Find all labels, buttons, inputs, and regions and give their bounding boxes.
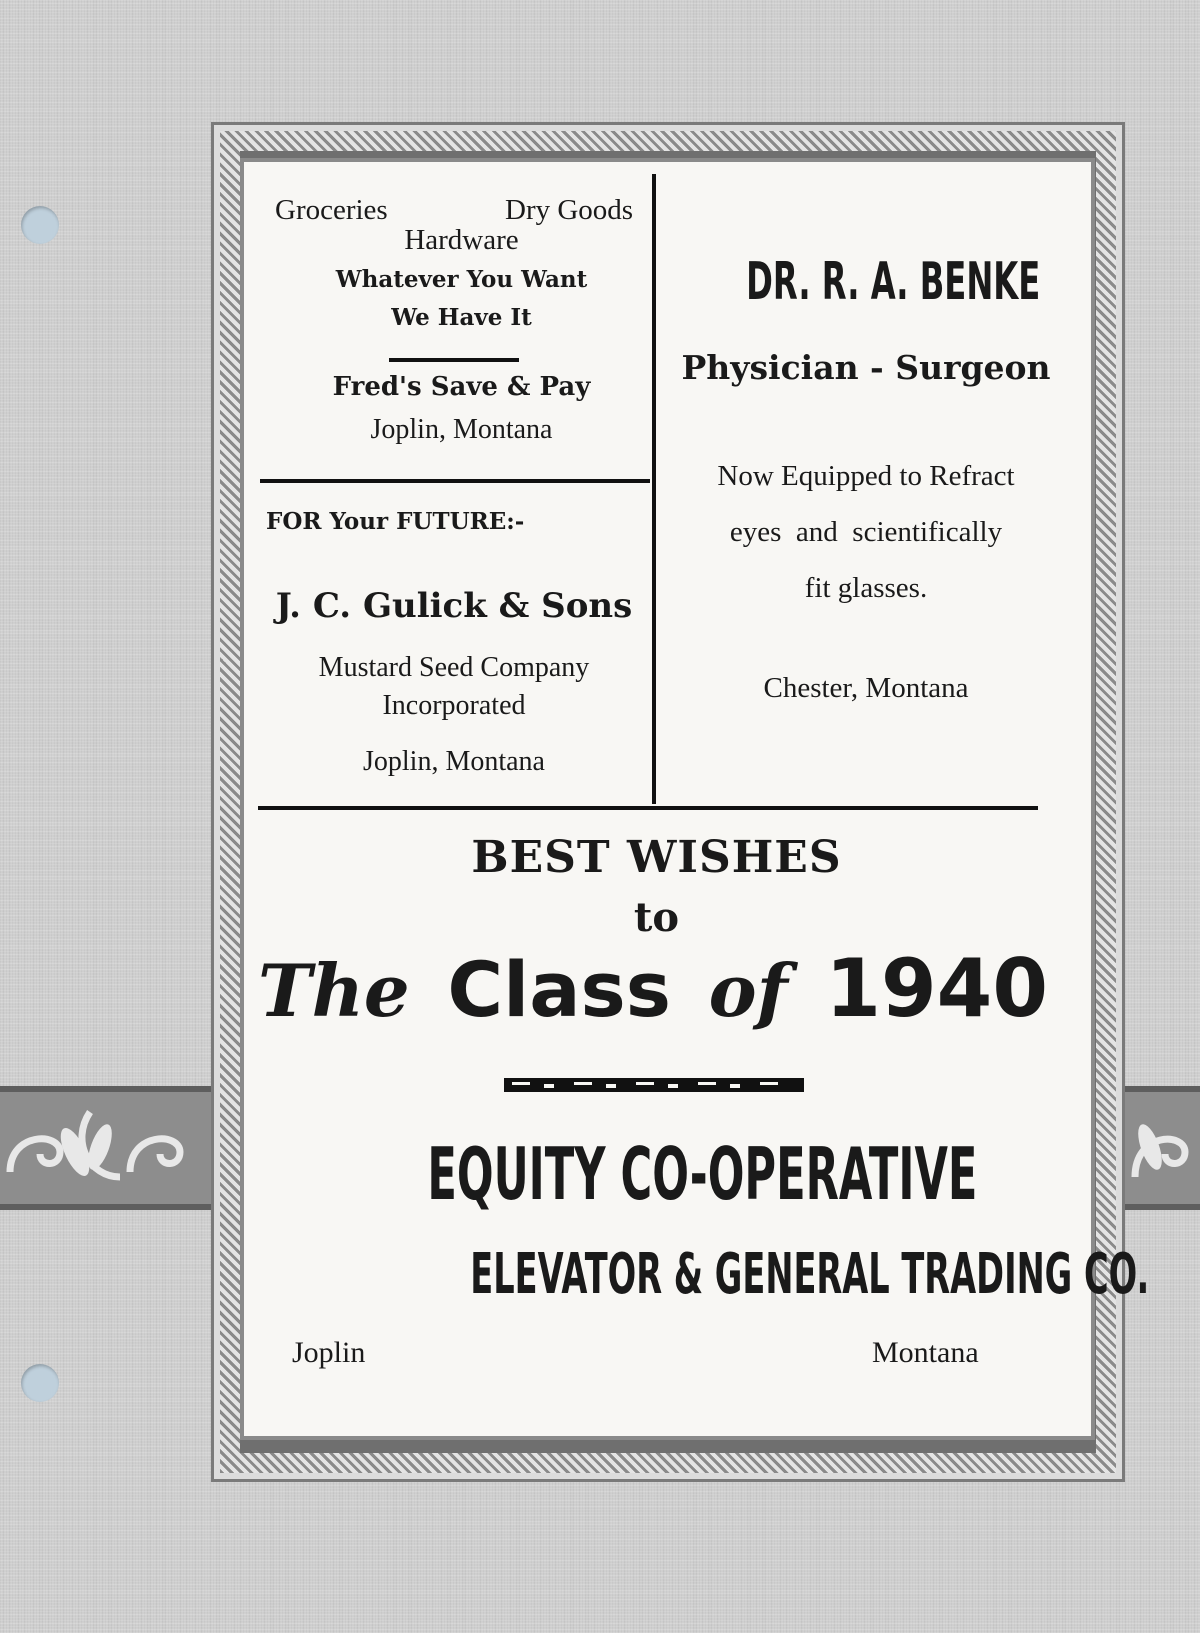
equity-subname	[244, 1242, 1150, 1312]
short-divider	[389, 358, 519, 362]
class-heading-of: of	[708, 948, 788, 1033]
store-location: Joplin, Montana	[370, 414, 553, 445]
class-heading	[258, 942, 1048, 1052]
horizontal-divider-left	[260, 479, 650, 483]
dry-goods-label: Dry Goods	[505, 194, 634, 226]
equity-subname-text: ELEVATOR & GENERAL TRADING CO.	[470, 1242, 1150, 1307]
class-heading-class: Class	[447, 945, 671, 1034]
binder-hole-top	[21, 206, 59, 244]
equity-city: Joplin	[292, 1336, 366, 1369]
class-heading-year: 1940	[825, 942, 1048, 1035]
best-wishes: BEST WISHES	[471, 832, 842, 883]
slogan-line-1: Whatever You Want	[335, 266, 588, 293]
best-wishes-to: to	[633, 894, 680, 941]
store-name: Fred's Save & Pay	[332, 372, 591, 402]
equity-name-text: EQUITY CO-OPERATIVE	[427, 1132, 978, 1216]
doctor-name	[656, 252, 1066, 322]
equity-state: Montana	[872, 1336, 979, 1369]
groceries-label: Groceries	[275, 194, 388, 226]
doctor-name-text: DR. R. A. BENKE	[746, 252, 1041, 312]
class-heading-the: The	[258, 948, 410, 1033]
equity-name	[244, 1132, 1069, 1222]
doctor-line-2: eyes and scientifically	[729, 516, 1003, 548]
decorative-band-left	[0, 1086, 215, 1210]
slogan-line-2: We Have It	[391, 304, 532, 331]
gulick-location: Joplin, Montana	[363, 746, 545, 777]
ornamental-divider	[504, 1078, 804, 1092]
gulick-line-2: Incorporated	[382, 690, 526, 721]
gulick-line-1: Mustard Seed Company	[318, 652, 590, 683]
doctor-line-3: fit glasses.	[804, 572, 928, 604]
binder-hole-bottom	[21, 1364, 59, 1402]
doctor-location: Chester, Montana	[763, 672, 969, 704]
hardware-label: Hardware	[404, 224, 519, 256]
horizontal-divider-full	[258, 806, 1038, 810]
doctor-line-1: Now Equipped to Refract	[717, 460, 1015, 492]
gulick-name: J. C. Gulick & Sons	[275, 586, 633, 626]
decorative-band-right	[1120, 1086, 1200, 1210]
advertisement-page	[240, 158, 1150, 1440]
doctor-title: Physician - Surgeon	[681, 348, 1051, 387]
future-tagline: FOR Your FUTURE:-	[266, 508, 525, 535]
